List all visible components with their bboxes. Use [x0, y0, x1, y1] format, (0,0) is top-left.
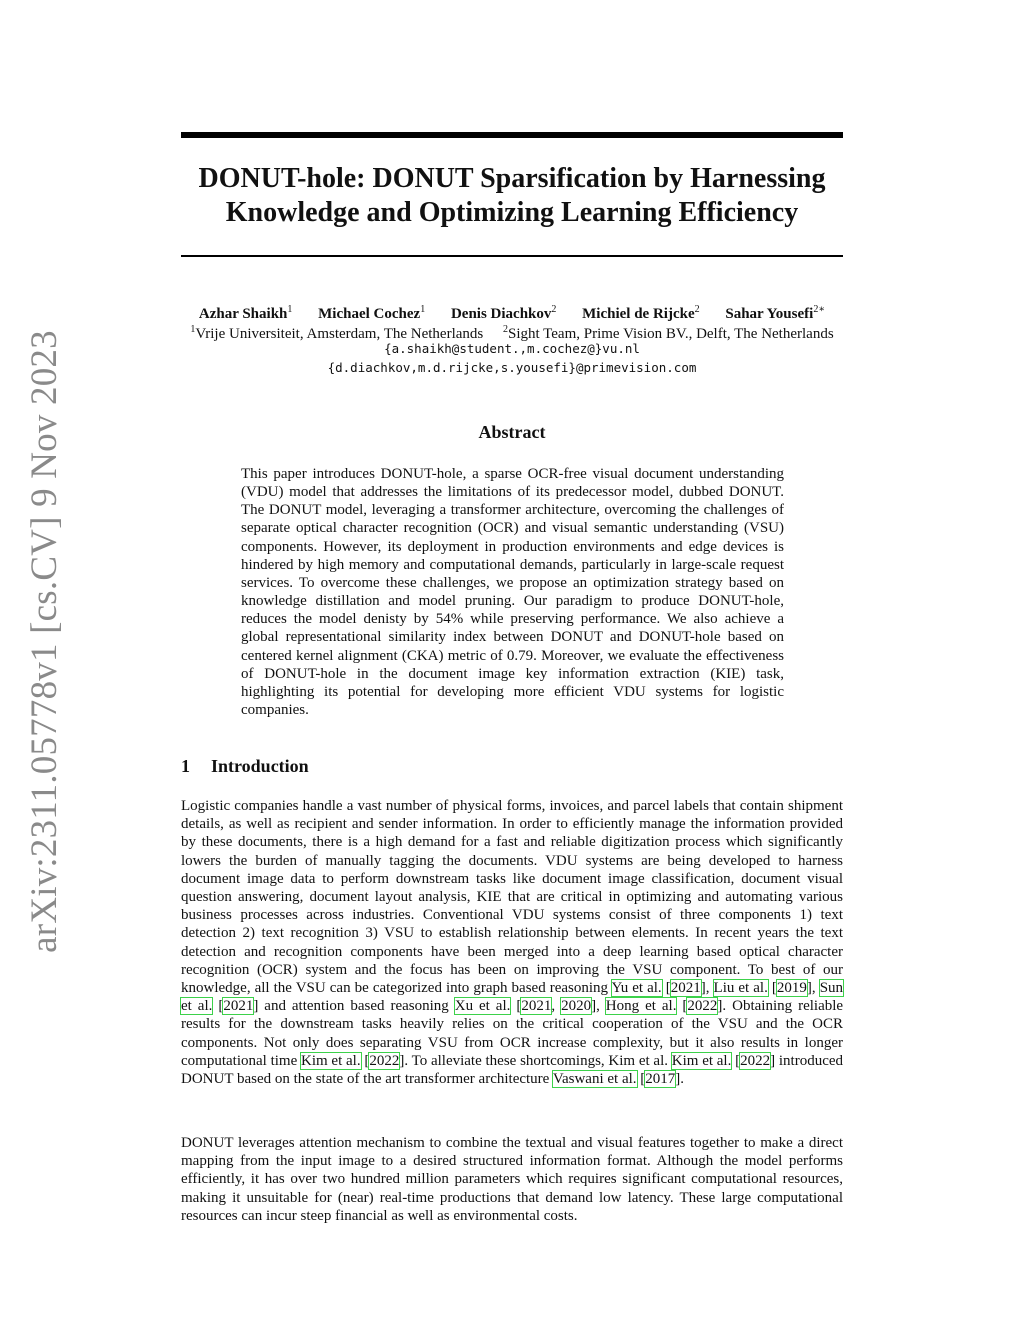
arxiv-id: arXiv:2311.05778v1 [cs.CV] 9 Nov 2023	[23, 330, 65, 953]
citation-year-link[interactable]: 2021	[521, 998, 552, 1015]
citation-year-link[interactable]: 2020	[561, 998, 592, 1015]
citation-link[interactable]: Yu et al.	[611, 980, 662, 997]
title-top-rule	[181, 132, 843, 138]
abstract-text: This paper introduces DONUT-hole, a sparse OCR-free visual document understanding (VDU) model that addresses the limitations of its predecessor model, dubbed DONUT. The DONUT model, leveraging a transformer architecture, overcoming the challenges of separate optical character recognition (OCR) and visual semantic understanding (VSU) components. However, its deployment in production environments and edge devices is hindered by high memory and computational demands, particularly in large-scale request services. To overcome these challenges, we propose an optimization strategy based on knowledge distillation and model pruning. Our paradigm to produce DONUT-hole, reduces the model denisty by 54% while preserving performance. We also achieve a global representational similarity index between DONUT and DONUT-hole based on centered kernel alignment (CKA) metric of 0.79. Moreover, we evaluate the effectiveness of DONUT-hole in the document image key information extraction (KIE) task, highlighting its potential for developing more efficient VDU systems for logistic companies.	[241, 466, 784, 719]
email-line-1: {a.shaikh@student.,m.cochez@}vu.nl	[384, 341, 640, 356]
title-bottom-rule	[181, 255, 843, 257]
paper-title	[181, 162, 843, 230]
citation-link[interactable]: Kim et al.	[300, 1052, 361, 1069]
citation-link[interactable]: Vaswani et al.	[552, 1071, 637, 1088]
arxiv-sidebar-label	[14, 330, 74, 953]
author: Denis Diachkov$^2$	[450, 304, 557, 322]
author: Michael Cochez$^1$	[318, 304, 426, 322]
citation-link[interactable]: Sun et al.	[181, 980, 844, 1015]
abstract-heading: Abstract	[478, 422, 546, 442]
section-number: 1	[181, 756, 190, 776]
citation-link[interactable]: Liu et al.	[713, 980, 768, 997]
section-title: Introduction	[211, 756, 309, 776]
citation-year-link[interactable]: 2019	[776, 980, 807, 997]
title-line-1: DONUT-hole: DONUT Sparsification by Harnessing	[198, 163, 826, 194]
author: Michiel de Rijcke$^2$	[582, 304, 700, 322]
title-line-2: Knowledge and Optimizing Learning Efficiency	[225, 197, 799, 228]
email-line-2: {d.diachkov,m.d.rijcke,s.yousefi}@primevision.com	[327, 360, 697, 375]
affiliation: $^2$Sight Team, Prime Vision BV., Delft, The Netherlands	[503, 324, 834, 342]
citation-link[interactable]: Xu et al.	[454, 998, 511, 1015]
citation-link[interactable]: Hong et al.	[605, 998, 677, 1015]
citation-link[interactable]: Kim et al.	[671, 1052, 732, 1069]
affiliation: $^1$Vrije Universiteit, Amsterdam, The Netherlands	[190, 324, 484, 342]
section-heading-introduction	[181, 756, 843, 777]
author: Sahar Yousefi$^{2∗}$	[725, 304, 826, 322]
citation-year-link[interactable]: 2022	[369, 1052, 400, 1069]
citation-year-link[interactable]: 2022	[687, 998, 718, 1015]
intro-paragraph-1: Logistic companies handle a vast number of physical forms, invoices, and parcel labels that contain shipment details, as well as recipient and sender information. In order to efficiently manage the information provided by these documents, there is a high demand for a fast and reliable digitization process which significantly lowers the burden of manually tagging the documents. VDU systems are being developed to harness document image data to perform downstream tasks like document image classification, document visual question answering, document layout analysis, KIE that are critical in optimizing and automating various business processes across industries. Conventional VDU systems consist of three components 1) text detection 2) text recognition 3) VSU to establish relationship between elements. In recent years the text detection and recognition components have been merged into a deep learning based optical character recognition (OCR) system and the focus has been on improving the VSU component. To best of our knowledge, all the VSU can be categorized into graph based reasoning Yu et al. [2021], Liu et al. [2019], Sun et al. [2021] and attention based reasoning Xu et al. [2021, 2020], Hong et al. [2022]. Obtaining reliable results for the downstream tasks heavily relies on the critical cooperation of the VSU and the OCR components. Not only does separating VSU from OCR increase complexity, but it also results in longer computational time Kim et al. [2022]. To alleviate these shortcomings, Kim et al. Kim et al. [2022] introduced DONUT based on the state of the art transformer architecture Vaswani et al. [2017].	[181, 798, 844, 1088]
citation-year-link[interactable]: 2022	[740, 1052, 771, 1069]
intro-paragraph-2: DONUT leverages attention mechanism to combine the textual and visual features together to make a direct mapping from the input image to a desired structured information format. Although the model performs efficiently, it has over two hundred million parameters which requires significant computational resources, making it unsuitable for (near) real-time productions that demand low latency. These large computational resources can incur steep financial as well as environmental costs.	[181, 1135, 843, 1224]
citation-year-link[interactable]: 2021	[670, 980, 701, 997]
citation-year-link[interactable]: 2021	[223, 998, 254, 1015]
citation-year-link[interactable]: 2017	[645, 1071, 676, 1088]
author: Azhar Shaikh$^1$	[198, 304, 293, 322]
